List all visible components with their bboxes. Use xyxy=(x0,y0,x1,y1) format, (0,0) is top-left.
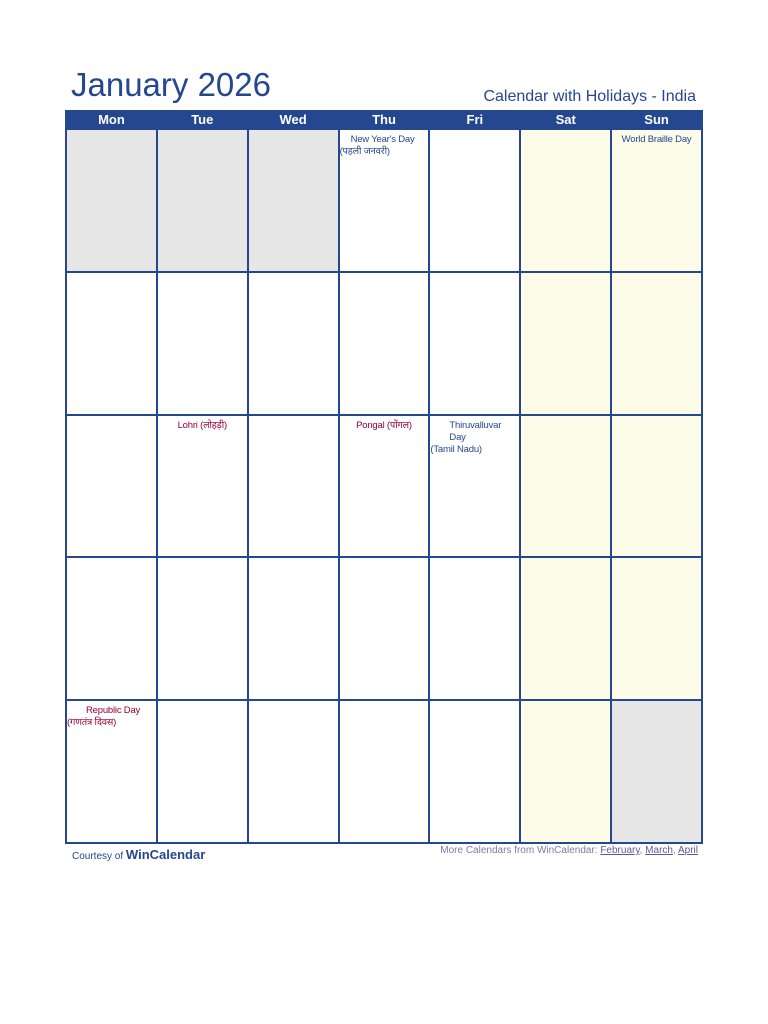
day-cell-empty xyxy=(612,701,701,842)
day-cell-weekend[interactable] xyxy=(521,416,610,557)
weekday-header-sun: Sun xyxy=(612,112,701,128)
day-cell[interactable] xyxy=(67,701,156,842)
weekday-header-fri: Fri xyxy=(430,112,519,128)
calendar-grid xyxy=(65,110,703,844)
weekday-header-sat: Sat xyxy=(521,112,610,128)
holiday-republic-day xyxy=(67,701,156,729)
day-cell[interactable] xyxy=(430,558,519,699)
day-cell[interactable] xyxy=(158,273,247,414)
more-calendars-label: More Calendars from WinCalendar: xyxy=(440,845,601,856)
day-cell-weekend[interactable] xyxy=(521,273,610,414)
day-cell[interactable] xyxy=(249,558,338,699)
holiday-name: Republic Day xyxy=(86,705,141,717)
weekday-header-thu: Thu xyxy=(340,112,429,128)
holiday-pongal xyxy=(340,416,429,432)
day-cell[interactable] xyxy=(430,130,519,271)
weekday-header-tue: Tue xyxy=(158,112,247,128)
day-cell[interactable] xyxy=(67,416,156,557)
month-title: January 2026 xyxy=(71,66,271,103)
holiday-region: (Tamil Nadu) xyxy=(430,443,482,455)
day-cell[interactable] xyxy=(158,416,247,557)
day-cell[interactable] xyxy=(158,558,247,699)
day-cell-weekend[interactable] xyxy=(612,416,701,557)
day-cell[interactable] xyxy=(340,558,429,699)
day-cell[interactable] xyxy=(340,416,429,557)
holiday-name-hindi: (पहली जनवरी) xyxy=(339,146,390,157)
holiday-name-hindi: (गणतंत्र दिवस) xyxy=(67,717,117,729)
courtesy-label: Courtesy of xyxy=(72,851,126,862)
link-april[interactable]: April xyxy=(677,845,698,856)
holiday-name: World Braille Day xyxy=(621,134,692,145)
day-cell-weekend[interactable] xyxy=(612,273,701,414)
link-february[interactable]: February xyxy=(600,845,640,856)
day-cell[interactable] xyxy=(340,701,429,842)
more-calendars xyxy=(440,845,698,856)
day-cell-empty xyxy=(249,130,338,271)
courtesy-credit xyxy=(72,846,205,864)
holiday-new-years-day xyxy=(340,130,429,158)
calendar-subtitle: Calendar with Holidays - India xyxy=(483,88,696,105)
holiday-name: Pongal (पोंगल) xyxy=(356,419,412,431)
day-cell[interactable] xyxy=(340,130,429,271)
day-cell[interactable] xyxy=(430,416,519,557)
day-cell[interactable] xyxy=(249,416,338,557)
holiday-lohri xyxy=(158,416,247,432)
day-cell[interactable] xyxy=(158,701,247,842)
weekday-header-mon: Mon xyxy=(67,112,156,128)
link-march[interactable]: March xyxy=(645,845,673,856)
weekday-header-wed: Wed xyxy=(249,112,338,128)
wincalendar-brand-link[interactable]: WinCalendar xyxy=(125,847,206,862)
day-cell[interactable] xyxy=(67,273,156,414)
day-cell[interactable] xyxy=(430,273,519,414)
holiday-world-braille-day xyxy=(612,130,701,146)
holiday-name: Thiruvalluvar Day xyxy=(449,419,502,443)
day-cell-empty xyxy=(67,130,156,271)
day-cell-weekend[interactable] xyxy=(521,130,610,271)
holiday-thiruvalluvar-day xyxy=(430,416,519,456)
day-cell-empty xyxy=(158,130,247,271)
day-cell[interactable] xyxy=(340,273,429,414)
holiday-name: New Year's Day xyxy=(350,134,415,145)
day-cell[interactable] xyxy=(430,701,519,842)
link-separator: , xyxy=(672,845,678,856)
day-cell[interactable] xyxy=(67,558,156,699)
day-cell-weekend[interactable] xyxy=(612,130,701,271)
day-cell-weekend[interactable] xyxy=(521,558,610,699)
day-cell-weekend[interactable] xyxy=(521,701,610,842)
holiday-name: Lohri (लोहड़ी) xyxy=(177,419,227,431)
day-cell[interactable] xyxy=(249,273,338,414)
day-cell[interactable] xyxy=(249,701,338,842)
link-separator: , xyxy=(639,845,646,856)
day-cell-weekend[interactable] xyxy=(612,558,701,699)
